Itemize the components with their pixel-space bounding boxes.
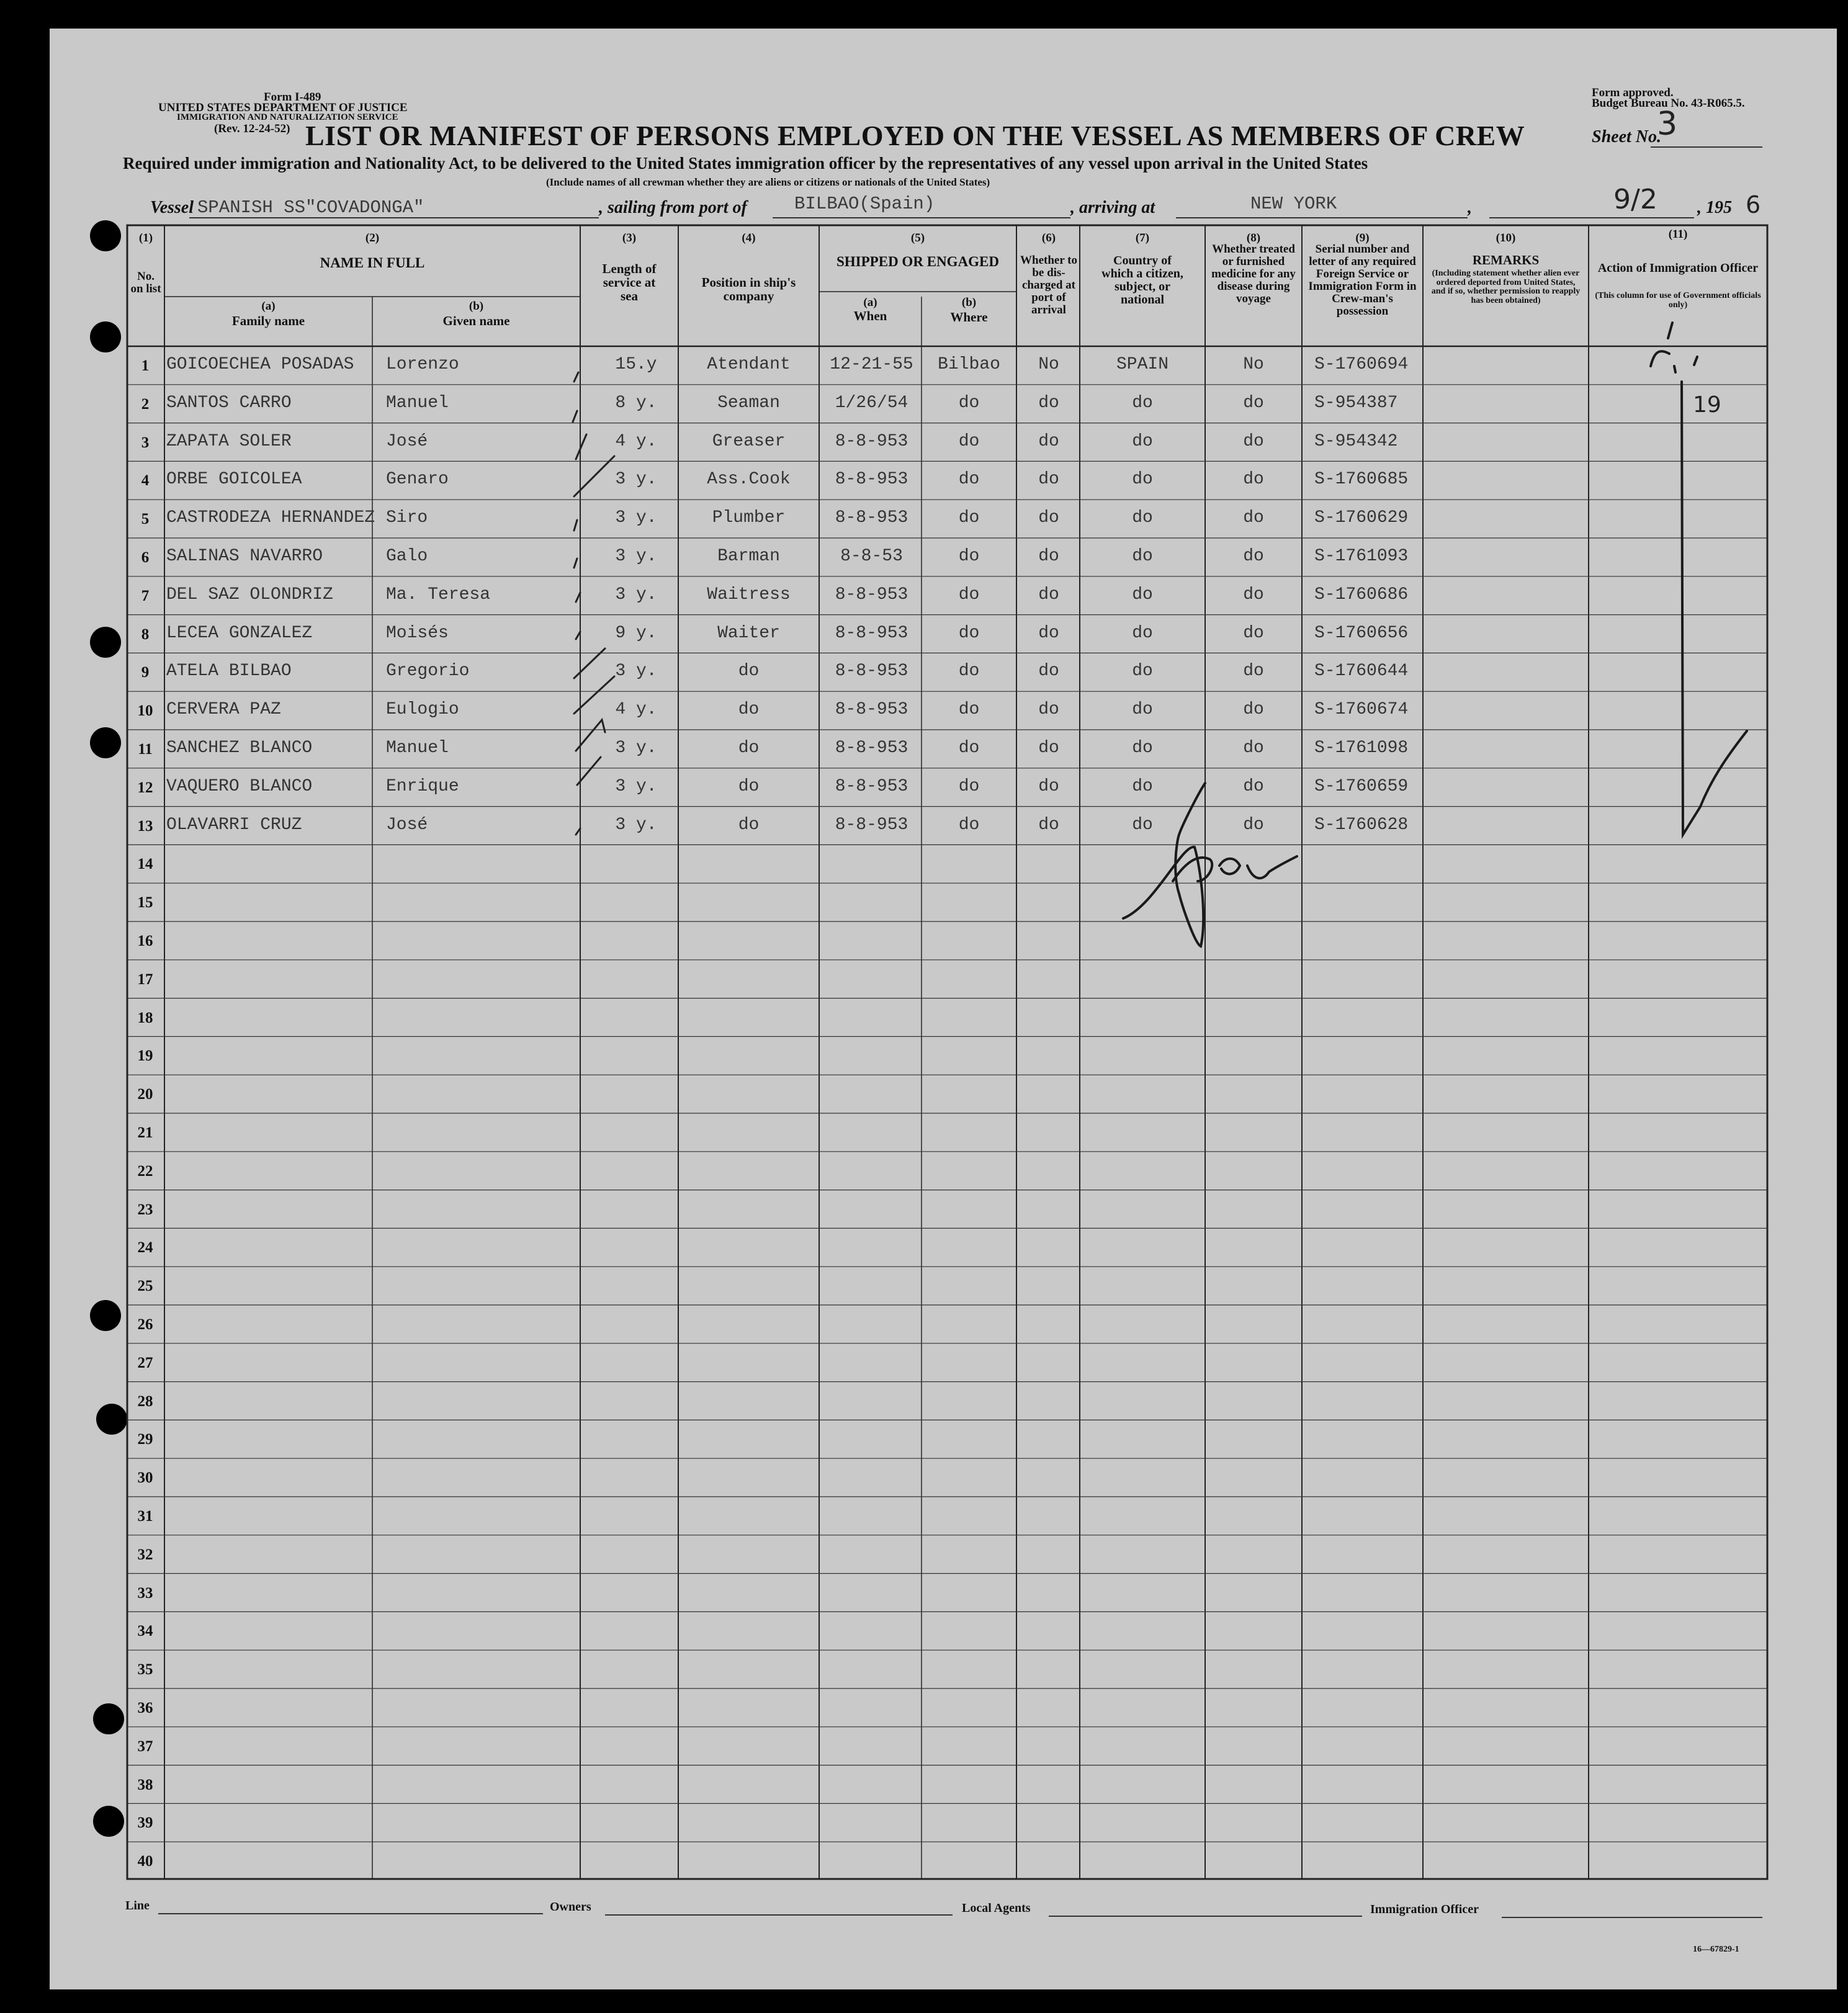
medicine-cell: No [1243, 355, 1264, 374]
col-1-label: No. on list [130, 270, 161, 295]
position-cell: do [738, 738, 760, 758]
row-number: 4 [141, 472, 150, 490]
family-name-cell: GOICOECHEA POSADAS [166, 355, 354, 374]
medicine-cell: do [1243, 470, 1264, 490]
row-number: 40 [137, 1853, 153, 1870]
medicine-cell: do [1243, 661, 1264, 681]
medicine-cell: do [1243, 700, 1264, 720]
shipped-where-cell: do [958, 700, 980, 720]
row-number: 35 [137, 1661, 153, 1679]
year-label: , 195 [1697, 198, 1732, 217]
row-number: 1 [141, 357, 150, 374]
row-number: 30 [137, 1469, 153, 1487]
budget-number: Budget Bureau No. 43-R065.5. [1592, 97, 1745, 110]
given-name-cell: Manuel [386, 738, 449, 758]
position-cell: Ass.Cook [707, 470, 791, 490]
family-name-cell: SANCHEZ BLANCO [166, 738, 313, 758]
arriving-label: , arriving at [1070, 198, 1155, 217]
row-number: 15 [137, 894, 153, 912]
serial-number-cell: S-1760629 [1314, 508, 1409, 528]
service-length-cell: 3 y. [615, 470, 657, 490]
position-cell: Waitress [707, 585, 791, 604]
row-number: 12 [137, 779, 153, 796]
family-name-cell: SANTOS CARRO [166, 393, 292, 413]
position-cell: do [738, 776, 760, 796]
shipped-when-cell: 8-8-953 [835, 508, 908, 528]
serial-number-cell: S-1761098 [1314, 738, 1409, 758]
port-name: BILBAO(Spain) [794, 194, 935, 214]
country-cell: do [1132, 776, 1153, 796]
family-name-cell: DEL SAZ OLONDRIZ [166, 585, 333, 604]
shipped-where-cell: do [958, 776, 980, 796]
col-7-label: Country of which a citizen, subject, or national [1101, 254, 1183, 307]
col-6-label: Whether to be dis-charged at port of arrival [1020, 254, 1077, 316]
row-number: 16 [137, 933, 153, 949]
form-number: Form I-489 [264, 91, 321, 104]
discharge-cell: do [1038, 776, 1059, 796]
service-length-cell: 8 y. [615, 393, 657, 413]
given-name-cell: Galo [386, 547, 428, 566]
medicine-cell: do [1243, 393, 1264, 413]
row-number: 14 [137, 856, 153, 873]
row-number: 32 [137, 1546, 153, 1563]
medicine-cell: do [1243, 623, 1264, 643]
country-cell: do [1132, 623, 1153, 643]
col-2a-label: Family name [231, 313, 305, 328]
country-cell: do [1132, 738, 1153, 758]
shipped-where-cell: do [958, 547, 980, 566]
row-number: 27 [137, 1354, 153, 1371]
include-line: (Include names of all crewman whether they are aliens or citizens or nationals of the United States) [546, 176, 990, 188]
country-cell: do [1132, 661, 1153, 681]
department-name: UNITED STATES DEPARTMENT OF JUSTICE [158, 101, 408, 114]
shipped-when-cell: 8-8-953 [835, 431, 908, 451]
col-11-number: (11) [1668, 228, 1688, 241]
position-cell: do [738, 700, 760, 720]
medicine-cell: do [1243, 508, 1264, 528]
position-cell: do [738, 661, 760, 681]
service-length-cell: 3 y. [615, 815, 657, 835]
serial-number-cell: S-1760659 [1314, 776, 1409, 796]
row-number: 11 [138, 741, 153, 758]
serial-number-cell: S-1761093 [1314, 547, 1409, 566]
shipped-when-cell: 8-8-953 [835, 776, 908, 796]
row-number: 31 [137, 1508, 153, 1525]
shipped-when-cell: 8-8-53 [840, 547, 903, 566]
shipped-when-cell: 8-8-953 [835, 661, 908, 681]
given-name-cell: Moisés [386, 623, 449, 643]
shipped-where-cell: do [958, 738, 980, 758]
service-length-cell: 4 y. [615, 700, 657, 720]
family-name-cell: LECEA GONZALEZ [166, 623, 313, 643]
year-digit: 6 [1746, 191, 1761, 218]
row-number: 25 [137, 1278, 153, 1295]
shipped-when-cell: 8-8-953 [835, 470, 908, 490]
col-9-number: (9) [1355, 231, 1370, 244]
col-1-number: (1) [138, 231, 153, 244]
col-7-number: (7) [1135, 231, 1150, 244]
shipped-when-cell: 8-8-953 [835, 738, 908, 758]
family-name-cell: SALINAS NAVARRO [166, 547, 323, 566]
given-name-cell: Enrique [386, 776, 459, 796]
service-length-cell: 9 y. [615, 623, 657, 643]
row-number: 18 [137, 1009, 153, 1026]
form-approved: Form approved. [1592, 86, 1674, 99]
shipped-when-cell: 8-8-953 [835, 815, 908, 835]
col-8-label: Whether treated or furnished medicine for any disease during voyage [1211, 243, 1296, 305]
form-title: LIST OR MANIFEST OF PERSONS EMPLOYED ON THE VESSEL AS MEMBERS OF CREW [305, 120, 1525, 151]
medicine-cell: do [1243, 547, 1264, 566]
row-number: 17 [137, 971, 153, 988]
medicine-cell: do [1243, 431, 1264, 451]
shipped-when-cell: 1/26/54 [835, 393, 908, 413]
footer-line-label: Line [125, 1899, 150, 1912]
serial-number-cell: S-954387 [1314, 393, 1398, 413]
discharge-cell: do [1038, 623, 1059, 643]
arrival-date: 9/2 [1613, 184, 1657, 215]
shipped-where-cell: do [958, 661, 980, 681]
service-length-cell: 4 y. [615, 431, 657, 451]
row-number: 29 [137, 1431, 153, 1448]
row-number: 34 [137, 1623, 153, 1640]
row-number: 26 [137, 1316, 153, 1333]
position-cell: Atendant [707, 355, 791, 374]
row-number: 8 [141, 625, 150, 643]
medicine-cell: do [1243, 815, 1264, 835]
footer-officer-underline [1502, 1917, 1762, 1918]
country-cell: do [1132, 393, 1153, 413]
row-number: 7 [141, 587, 150, 604]
given-name-cell: Ma. Teresa [386, 585, 491, 604]
given-name-cell: Gregorio [386, 661, 470, 681]
family-name-cell: ZAPATA SOLER [166, 431, 292, 451]
row-number: 5 [141, 511, 150, 528]
print-code: 16—67829-1 [1693, 1945, 1739, 1954]
service-length-cell: 3 y. [615, 585, 657, 604]
row-number: 23 [137, 1201, 153, 1218]
footer-agents-label: Local Agents [962, 1901, 1031, 1915]
position-cell: do [738, 815, 760, 835]
discharge-cell: do [1038, 393, 1059, 413]
given-name-cell: Genaro [386, 470, 449, 490]
shipped-when-cell: 12-21-55 [830, 355, 913, 374]
family-name-cell: VAQUERO BLANCO [166, 776, 313, 796]
col-2-number: (2) [365, 231, 380, 244]
given-name-cell: Eulogio [386, 700, 459, 720]
row-number: 38 [137, 1776, 153, 1793]
shipped-when-cell: 8-8-953 [835, 585, 908, 604]
service-length-cell: 3 y. [615, 508, 657, 528]
col-2-label: NAME IN FULL [320, 255, 425, 271]
country-cell: do [1132, 815, 1153, 835]
required-line: Required under immigration and Nationality Act, to be delivered to the United States immigration officer by the representatives of any vessel upon arrival in the United States [123, 154, 1368, 173]
row-number: 19 [137, 1047, 153, 1065]
position-cell: Seaman [717, 393, 780, 413]
col-5-number: (5) [910, 231, 925, 244]
country-cell: do [1132, 508, 1153, 528]
given-name-cell: Siro [386, 508, 428, 528]
col-10-number: (10) [1496, 231, 1516, 244]
footer-agents-underline [1049, 1916, 1362, 1917]
discharge-cell: No [1038, 355, 1059, 374]
row-number: 6 [141, 549, 150, 566]
sheet-number: 3 [1657, 105, 1678, 143]
footer-owners-underline [605, 1914, 953, 1916]
service-length-cell: 3 y. [615, 661, 657, 681]
discharge-cell: do [1038, 431, 1059, 451]
arriving-port: NEW YORK [1250, 194, 1337, 214]
medicine-cell: do [1243, 776, 1264, 796]
col-3-number: (3) [622, 231, 637, 244]
col-10-label: REMARKS [1472, 253, 1540, 267]
form-revision: (Rev. 12-24-52) [214, 122, 290, 135]
country-cell: do [1132, 585, 1153, 604]
footer-officer-label: Immigration Officer [1370, 1903, 1479, 1916]
discharge-cell: do [1038, 661, 1059, 681]
col-11-label: Action of Immigration Officer [1597, 261, 1759, 275]
shipped-where-cell: Bilbao [938, 355, 1000, 374]
discharge-cell: do [1038, 470, 1059, 490]
shipped-where-cell: do [958, 508, 980, 528]
given-name-cell: José [386, 431, 428, 451]
col-5b-letter: (b) [961, 296, 977, 309]
row-number: 2 [141, 395, 150, 413]
discharge-cell: do [1038, 508, 1059, 528]
shipped-where-cell: do [958, 470, 980, 490]
service-name: IMMIGRATION AND NATURALIZATION SERVICE [177, 112, 398, 122]
col-11-note: (This column for use of Government officials only) [1595, 291, 1761, 310]
footer-line-underline [158, 1913, 543, 1914]
family-name-cell: ATELA BILBAO [166, 661, 292, 681]
row-number: 3 [141, 434, 150, 451]
discharge-cell: do [1038, 738, 1059, 758]
col-5a-label: When [853, 308, 887, 323]
discharge-cell: do [1038, 815, 1059, 835]
serial-number-cell: S-1760685 [1314, 470, 1409, 490]
given-name-cell: Manuel [386, 393, 449, 413]
row-number: 37 [137, 1737, 153, 1755]
shipped-where-cell: do [958, 393, 980, 413]
sheet-label: Sheet No. [1592, 127, 1661, 146]
position-cell: Greaser [712, 431, 786, 451]
family-name-cell: ORBE GOICOLEA [166, 470, 302, 490]
country-cell: do [1132, 470, 1153, 490]
service-length-cell: 15.y [615, 355, 657, 374]
shipped-when-cell: 8-8-953 [835, 700, 908, 720]
sailing-label: , sailing from port of [599, 198, 747, 217]
position-cell: Waiter [717, 623, 780, 643]
shipped-where-cell: do [958, 431, 980, 451]
col-5b-label: Where [950, 310, 988, 325]
serial-number-cell: S-1760686 [1314, 585, 1409, 604]
position-cell: Plumber [712, 508, 786, 528]
serial-number-cell: S-1760644 [1314, 661, 1409, 681]
col-2b-label: Given name [442, 313, 510, 328]
officer-count: 19 [1693, 392, 1721, 418]
service-length-cell: 3 y. [615, 738, 657, 758]
col-3-label: Length of service at sea [602, 261, 657, 304]
given-name-cell: José [386, 815, 428, 835]
col-4-number: (4) [742, 231, 756, 244]
serial-number-cell: S-1760628 [1314, 815, 1409, 835]
row-number: 20 [137, 1086, 153, 1103]
col-2b-letter: (b) [469, 300, 484, 313]
country-cell: do [1132, 547, 1153, 566]
country-cell: do [1132, 431, 1153, 451]
col-5-label: SHIPPED OR ENGAGED [837, 254, 999, 269]
medicine-cell: do [1243, 738, 1264, 758]
family-name-cell: CASTRODEZA HERNANDEZ [166, 508, 375, 528]
shipped-where-cell: do [958, 815, 980, 835]
medicine-cell: do [1243, 585, 1264, 604]
discharge-cell: do [1038, 700, 1059, 720]
col-9-label: Serial number and letter of any required Foreign Service or Immigration Form in Crew-man's possession [1308, 243, 1417, 318]
col-10-note: (Including statement whether alien ever ordered deported from United States, and if so, whether permission to reapply has been obtained) [1431, 269, 1581, 306]
serial-number-cell: S-954342 [1314, 431, 1398, 451]
family-name-cell: CERVERA PAZ [166, 700, 281, 720]
row-number: 21 [137, 1124, 153, 1141]
vessel-name: SPANISH SS"COVADONGA" [197, 197, 424, 218]
row-number: 13 [137, 817, 153, 835]
serial-number-cell: S-1760694 [1314, 355, 1409, 374]
service-length-cell: 3 y. [615, 776, 657, 796]
col-6-number: (6) [1041, 231, 1056, 244]
shipped-where-cell: do [958, 623, 980, 643]
discharge-cell: do [1038, 547, 1059, 566]
col-4-label: Position in ship's company [701, 275, 796, 304]
col-2a-letter: (a) [261, 300, 276, 313]
row-number: 22 [137, 1162, 153, 1180]
service-length-cell: 3 y. [615, 547, 657, 566]
col-8-number: (8) [1246, 231, 1261, 244]
vessel-label: Vessel [150, 198, 194, 217]
footer-owners-label: Owners [550, 1900, 591, 1914]
shipped-when-cell: 8-8-953 [835, 623, 908, 643]
given-name-cell: Lorenzo [386, 355, 459, 374]
row-number: 10 [137, 702, 153, 720]
row-number: 24 [137, 1239, 153, 1257]
country-cell: do [1132, 700, 1153, 720]
row-number: 9 [141, 664, 150, 681]
row-number: 33 [137, 1584, 153, 1602]
row-number: 28 [137, 1392, 153, 1410]
serial-number-cell: S-1760656 [1314, 623, 1409, 643]
discharge-cell: do [1038, 585, 1059, 604]
family-name-cell: OLAVARRI CRUZ [166, 815, 302, 835]
col-5a-letter: (a) [863, 296, 877, 309]
shipped-where-cell: do [958, 585, 980, 604]
country-cell: SPAIN [1116, 355, 1168, 374]
row-number: 36 [137, 1700, 153, 1716]
position-cell: Barman [717, 547, 780, 566]
comma: , [1468, 198, 1472, 217]
row-number: 39 [137, 1814, 153, 1832]
serial-number-cell: S-1760674 [1314, 700, 1409, 720]
